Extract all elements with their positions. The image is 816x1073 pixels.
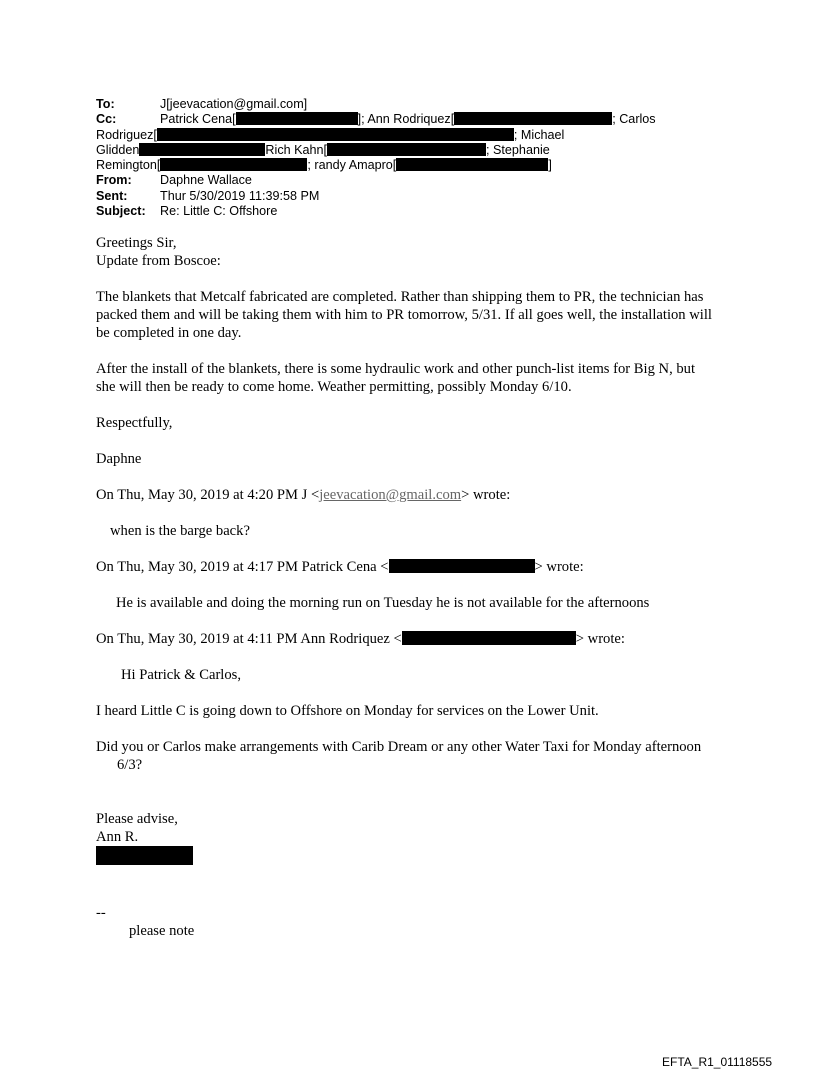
redaction-box [160, 158, 307, 171]
quote-header-text: > wrote: [575, 631, 625, 647]
signature-dashes: -- [96, 905, 106, 921]
please-note: please note [129, 923, 195, 939]
cc-label: Cc: [96, 112, 117, 127]
redaction-box [96, 846, 193, 865]
closing: Respectfully, [96, 415, 173, 431]
paragraph-blankets: The blankets that Metcalf fabricated are completed. Rather than shipping them to PR, the technician has packed them and will be taking them with him to PR tomorrow, 5/31. If all goes well, the installation will be completed in one day. [96, 289, 712, 341]
quote-greeting-ann: Hi Patrick & Carlos, [121, 667, 241, 683]
quote-header-patrick [96, 558, 716, 576]
to-label: To: [96, 97, 115, 111]
cc-name-rodriguez: Rodriguez[ [96, 127, 157, 142]
cc-row-2 [96, 128, 756, 143]
cc-name-carlos: ; Carlos [612, 112, 656, 127]
cc-close-bracket: ] [548, 158, 552, 173]
subject-value: Re: Little C: Offshore [160, 204, 278, 219]
sent-label: Sent: [96, 188, 128, 203]
redaction-box [139, 143, 265, 156]
update-line: Update from Boscoe: [96, 253, 221, 269]
cc-row [96, 112, 756, 127]
subject-row [96, 204, 756, 219]
greeting: Greetings Sir, [96, 235, 177, 251]
quote-body-patrick: He is available and doing the morning run on Tuesday he is not available for the afternoons [116, 595, 650, 611]
subject-label: Subject: [96, 204, 146, 219]
quote-header-text: > wrote: [534, 559, 584, 575]
quote-paragraph-little-c: I heard Little C is going down to Offshore on Monday for services on the Lower Unit. [96, 703, 599, 719]
to-row [96, 97, 756, 112]
cc-name-glidden: Glidden [96, 142, 140, 157]
redaction-box [236, 112, 358, 125]
cc-name-stephanie: ; Stephanie [486, 142, 550, 157]
redaction-box [389, 559, 535, 573]
quote-header-text: On Thu, May 30, 2019 at 4:11 PM Ann Rodriquez < [96, 631, 402, 647]
redaction-box [454, 112, 612, 125]
cc-name-michael: ; Michael [513, 127, 565, 142]
cc-row-4 [96, 158, 756, 173]
quote-paragraph-arrangements: Did you or Carlos make arrangements with Carib Dream or any other Water Taxi for Monday afternoon 6/3? [96, 739, 702, 773]
email-header [96, 97, 756, 219]
cc-name-rich: Rich Kahn[ [265, 142, 328, 157]
cc-name-patrick: Patrick Cena[ [160, 112, 236, 127]
quote-body-j: when is the barge back? [110, 523, 250, 539]
from-row [96, 173, 756, 188]
signature: Daphne [96, 451, 142, 467]
sent-value: Thur 5/30/2019 11:39:58 PM [160, 188, 320, 203]
sent-row [96, 189, 756, 204]
cc-name-remington: Remington[ [96, 158, 161, 173]
to-value: J[jeevacation@gmail.com] [160, 97, 308, 111]
paragraph-install: After the install of the blankets, there is some hydraulic work and other punch-list items for Big N, but she will then be ready to come home. Weather permitting, possibly Monday 6/10. [96, 361, 696, 395]
redaction-box [327, 143, 486, 156]
quote-header-j [96, 486, 716, 504]
from-value: Daphne Wallace [160, 173, 252, 188]
quote-header-text: > wrote: [461, 487, 511, 503]
cc-name-randy: ; randy Amapro[ [307, 158, 397, 173]
email-body [96, 234, 716, 940]
email-link[interactable]: jeevacation@gmail.com [319, 487, 462, 503]
cc-row-3 [96, 143, 756, 158]
quote-header-text: On Thu, May 30, 2019 at 4:20 PM J < [96, 487, 320, 503]
redaction-box [157, 128, 514, 141]
quote-closing: Please advise, [96, 811, 178, 827]
from-label: From: [96, 173, 132, 188]
redaction-box [402, 631, 576, 645]
bates-number: EFTA_R1_01118555 [662, 1055, 773, 1069]
quote-header-ann [96, 630, 716, 648]
redaction-box [396, 158, 548, 171]
quote-header-text: On Thu, May 30, 2019 at 4:17 PM Patrick Cena < [96, 559, 389, 575]
quote-signature: Ann R. [96, 829, 139, 845]
cc-name-ann: ]; Ann Rodriquez[ [357, 112, 455, 127]
